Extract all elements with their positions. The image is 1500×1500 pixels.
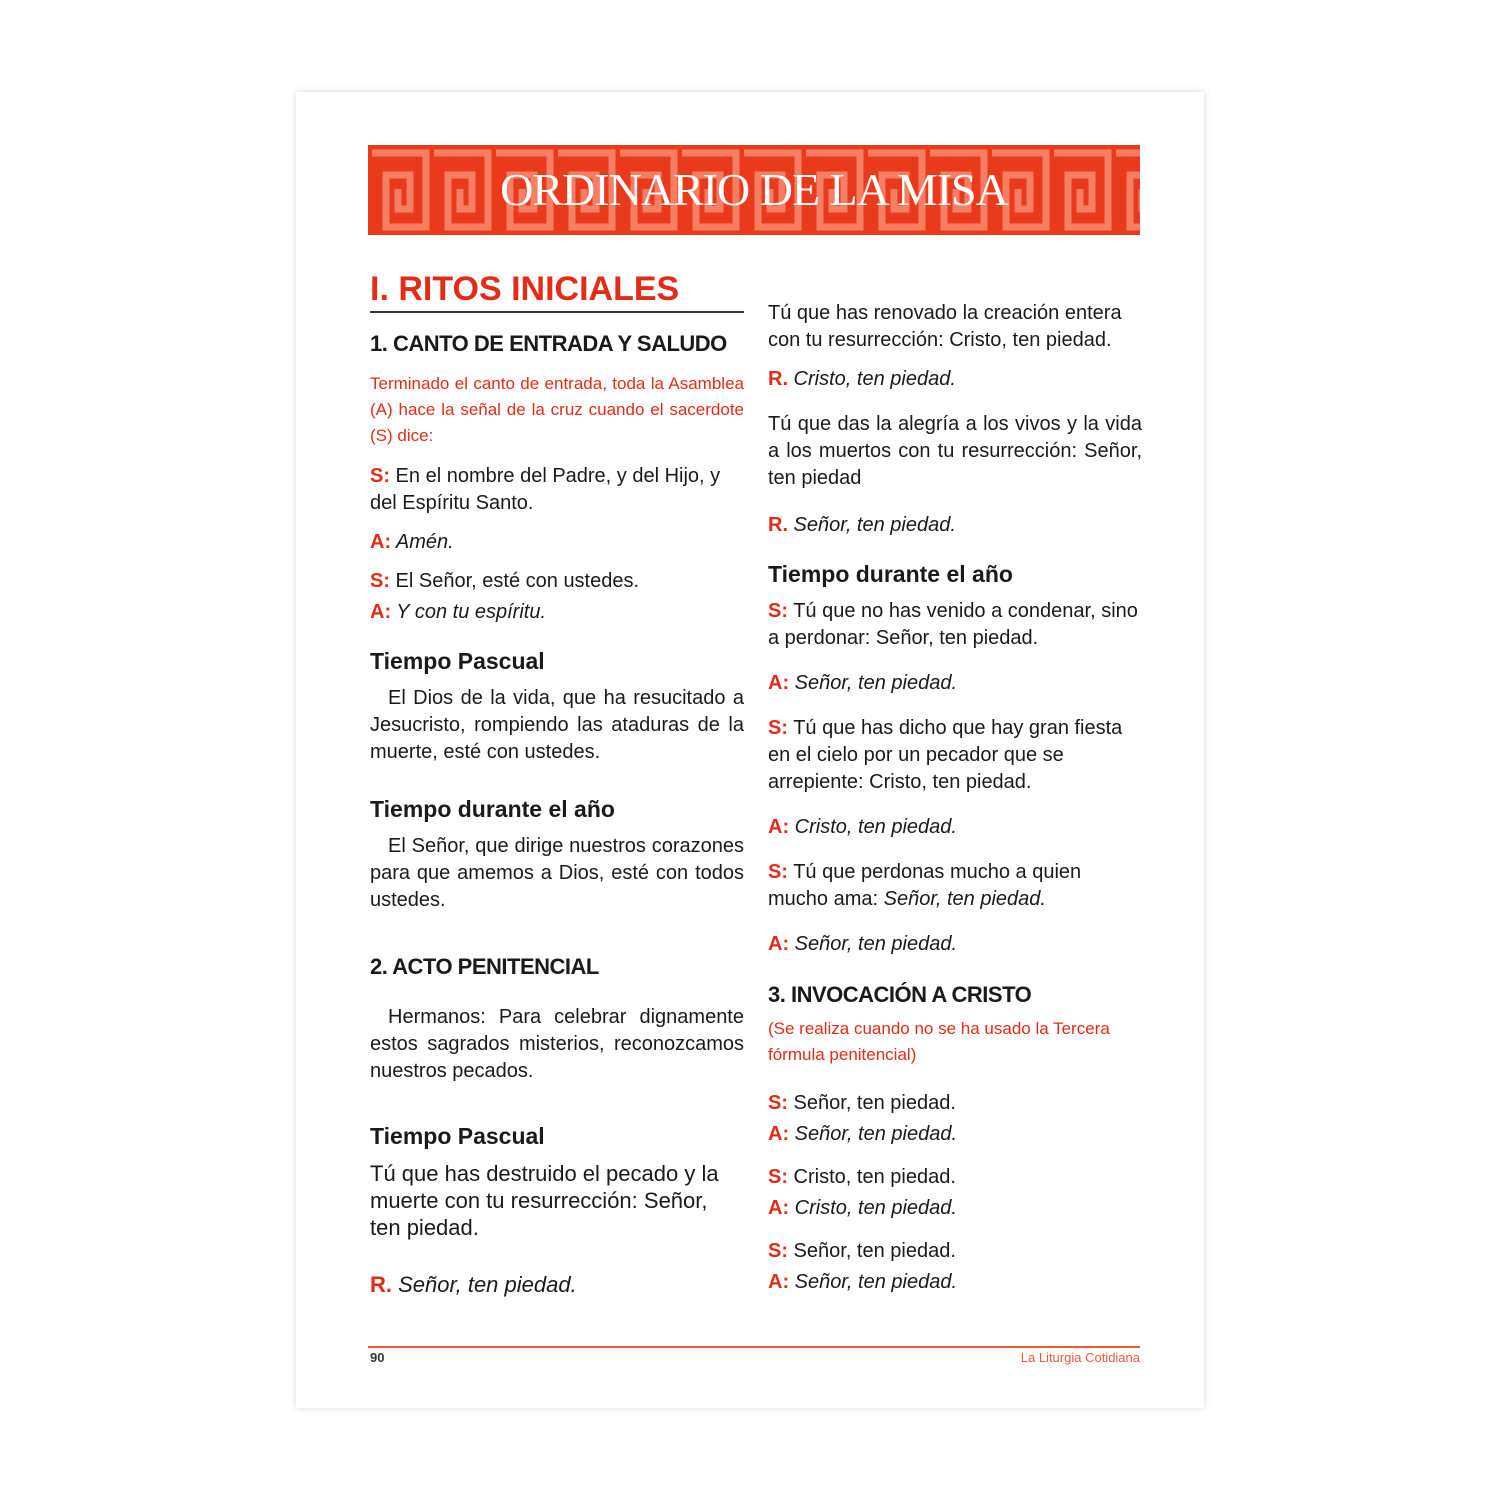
speaker-label: S: bbox=[768, 861, 788, 883]
response-text: Señor, ten piedad. bbox=[789, 1271, 958, 1293]
speaker-label: A: bbox=[370, 531, 392, 553]
response-text: Y con tu espíritu. bbox=[391, 601, 547, 623]
dialogue-text: Tú que has dicho que hay gran fiesta en el cielo por un pecador que se arrepiente: Cristo, ten piedad. bbox=[768, 717, 1123, 793]
dialogue-line bbox=[768, 1238, 1142, 1265]
page-title: ORDINARIO DE LA MISA bbox=[500, 164, 1008, 215]
body-text: El Señor, que dirige nuestros corazones para que amemos a Dios, esté con todos ustedes. bbox=[370, 835, 744, 911]
speaker-label: R. bbox=[768, 368, 788, 390]
subsection-title: Tiempo Pascual bbox=[370, 648, 545, 674]
body-text: Hermanos: Para celebrar dignamente estos sagrados misterios, reconozcamos nuestros pecados. bbox=[370, 1006, 744, 1082]
section-title: 3. INVOCACIÓN A CRISTO bbox=[768, 982, 1032, 1007]
subsection-title: Tiempo durante el año bbox=[768, 561, 1013, 587]
dialogue-line bbox=[768, 1090, 1142, 1117]
body-text: Tú que has renovado la creación entera con tu resurrección: Cristo, ten piedad. bbox=[768, 302, 1122, 351]
speaker-label: S: bbox=[768, 1166, 788, 1188]
speaker-label: A: bbox=[768, 933, 790, 955]
dialogue-line bbox=[768, 814, 1142, 841]
dialogue-line bbox=[370, 1271, 744, 1298]
body-text: El Dios de la vida, que ha resucitado a Jesucristo, rompiendo las ataduras de la muerte, esté con ustedes. bbox=[370, 687, 744, 763]
response-text: Señor, ten piedad. bbox=[789, 672, 958, 694]
part-title: I. RITOS INICIALES bbox=[370, 270, 744, 313]
response-text: Amén. bbox=[391, 531, 454, 553]
rubric: (Se realiza cuando no se ha usado la Tercera fórmula penitencial) bbox=[768, 1019, 1110, 1064]
speaker-label: S: bbox=[768, 717, 788, 739]
dialogue-line bbox=[768, 1121, 1142, 1148]
speaker-label: A: bbox=[768, 816, 790, 838]
dialogue-text: Tú que no has venido a condenar, sino a perdonar: Señor, ten piedad. bbox=[768, 600, 1138, 649]
left-column bbox=[370, 270, 744, 1298]
dialogue-line bbox=[768, 670, 1142, 697]
speaker-label: A: bbox=[768, 1271, 790, 1293]
body-text: Tú que has destruido el pecado y la muerte con tu resurrección: Señor, ten piedad. bbox=[370, 1161, 719, 1240]
speaker-label: A: bbox=[768, 1123, 790, 1145]
title-banner bbox=[368, 145, 1140, 235]
dialogue-line bbox=[768, 1195, 1142, 1222]
speaker-label: S: bbox=[768, 600, 788, 622]
dialogue-line bbox=[370, 529, 744, 556]
dialogue-line bbox=[768, 931, 1142, 958]
response-text: Cristo, ten piedad. bbox=[788, 368, 956, 390]
response-text: Señor, ten piedad. bbox=[788, 514, 956, 536]
rubric: Terminado el canto de entrada, toda la Asamblea (A) hace la señal de la cruz cuando el sacerdote (S) dice: bbox=[370, 374, 744, 445]
dialogue-line bbox=[768, 512, 1142, 539]
dialogue-text: Cristo, ten piedad. bbox=[788, 1166, 956, 1188]
dialogue-line bbox=[768, 1269, 1142, 1296]
speaker-label: R. bbox=[768, 514, 788, 536]
dialogue-line bbox=[768, 366, 1142, 393]
body-text: Tú que das la alegría a los vivos y la vida a los muertos con tu resurrección: Señor, ten piedad bbox=[768, 413, 1142, 489]
speaker-label: A: bbox=[370, 601, 392, 623]
dialogue-line bbox=[370, 568, 744, 595]
speaker-label: S: bbox=[370, 570, 390, 592]
speaker-label: S: bbox=[370, 465, 390, 487]
right-column bbox=[768, 300, 1142, 1300]
dialogue-text: Tú que perdonas mucho a quien mucho ama: bbox=[768, 861, 1082, 910]
dialogue-text: En el nombre del Padre, y del Hijo, y del Espíritu Santo. bbox=[370, 465, 721, 514]
dialogue-line bbox=[768, 1164, 1142, 1191]
subsection-title: Tiempo Pascual bbox=[370, 1123, 545, 1149]
dialogue-text: Señor, ten piedad. bbox=[788, 1240, 956, 1262]
section-title: 2. ACTO PENITENCIAL bbox=[370, 954, 599, 979]
response-text: Señor, ten piedad. bbox=[789, 933, 958, 955]
dialogue-line bbox=[370, 599, 744, 626]
speaker-label: A: bbox=[768, 672, 790, 694]
response-text: Señor, ten piedad. bbox=[883, 888, 1046, 910]
section-title: 1. CANTO DE ENTRADA Y SALUDO bbox=[370, 331, 727, 356]
dialogue-line bbox=[768, 598, 1142, 652]
footer-divider bbox=[368, 1346, 1140, 1348]
speaker-label: S: bbox=[768, 1092, 788, 1114]
speaker-label: S: bbox=[768, 1240, 788, 1262]
dialogue-text: Señor, ten piedad. bbox=[788, 1092, 956, 1114]
response-text: Señor, ten piedad. bbox=[789, 1123, 958, 1145]
dialogue-text: El Señor, esté con ustedes. bbox=[390, 570, 640, 592]
speaker-label: R. bbox=[370, 1272, 392, 1297]
response-text: Cristo, ten piedad. bbox=[789, 816, 957, 838]
dialogue-line bbox=[768, 715, 1142, 796]
response-text: Señor, ten piedad. bbox=[392, 1272, 577, 1297]
running-footer-title: La Liturgia Cotidiana bbox=[1020, 1350, 1140, 1365]
response-text: Cristo, ten piedad. bbox=[789, 1197, 957, 1219]
page-number: 90 bbox=[370, 1350, 385, 1365]
dialogue-line bbox=[768, 859, 1142, 913]
dialogue-line bbox=[370, 463, 744, 517]
subsection-title: Tiempo durante el año bbox=[370, 796, 615, 822]
speaker-label: A: bbox=[768, 1197, 790, 1219]
